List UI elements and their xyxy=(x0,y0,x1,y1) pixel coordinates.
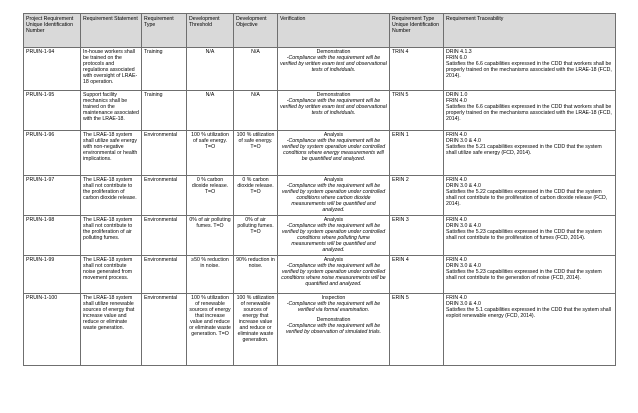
requirement-type-id: ERIN 5 xyxy=(390,294,444,366)
verification-description: -Compliance with the requirement will be verified by system operation under controlled conditions where noise measurements will be quantified and analyzed. xyxy=(281,263,386,287)
requirements-table xyxy=(23,13,616,366)
traceability-line: Satisfies the 6.6 capabilities expressed in the CDD that workers shall be properly trained on the mechanisms associated with the LRAE-18 (FCD, 2014). xyxy=(446,61,612,79)
requirement-traceability xyxy=(444,216,616,256)
header-cell: Requirement Statement xyxy=(81,14,142,48)
traceability-line: DRIN 1.0 xyxy=(446,92,468,98)
development-objective: N/A xyxy=(234,91,278,131)
requirement-id: PRUIN-1-95 xyxy=(24,91,81,131)
verification-method: Analysis xyxy=(323,177,344,183)
verification-method: Analysis xyxy=(323,132,344,138)
verification-method: Inspection xyxy=(321,295,346,301)
table-row xyxy=(24,91,616,131)
traceability-line: Satisfies the 6.6 capabilities expressed in the CDD that workers shall be properly trained on the mechanisms associated with the LRAE-18 (FCD, 2014). xyxy=(446,104,612,122)
traceability-line: Satisfies the 5.23 capabilities expressed in the CDD that the system shall not contribute to the proliferation of fumes (FCD, 2014). xyxy=(446,229,602,241)
verification-cell xyxy=(278,131,390,176)
verification-cell xyxy=(278,294,390,366)
development-threshold: 100 % utilization of safe energy. T=O xyxy=(187,131,234,176)
header-cell: Requirement Traceability xyxy=(444,14,616,48)
traceability-line: DRIN 4.1.3 xyxy=(446,49,472,55)
table-row xyxy=(24,216,616,256)
verification-description: -Compliance with the requirement will be verified via formal examination. xyxy=(286,301,381,313)
requirement-id: PRUIN-1-97 xyxy=(24,176,81,216)
requirement-type: Environmental xyxy=(142,256,187,294)
verification-description: -Compliance with the requirement will be verified by observation of simulated trials. xyxy=(285,323,382,335)
table-row xyxy=(24,176,616,216)
header-row xyxy=(24,14,616,48)
header-cell: Requirement Type xyxy=(142,14,187,48)
development-objective: 100 % utilization of safe energy. T=O xyxy=(234,131,278,176)
requirement-id: PRUIN-1-99 xyxy=(24,256,81,294)
requirement-traceability xyxy=(444,91,616,131)
traceability-line: Satisfies the 5.22 capabilities expressed in the CDD that the system shall not contribute to the proliferation of carbon dioxide release (FCD, 2014). xyxy=(446,189,608,207)
verification-method: Analysis xyxy=(323,257,344,263)
requirement-traceability xyxy=(444,256,616,294)
development-objective: 100 % utilization of renewable sources of energy that increase value and reduce or eliminate waste generation. xyxy=(234,294,278,366)
verification-description: -Compliance with the requirement will be verified by written exam test and observational tests of individuals. xyxy=(280,55,387,73)
traceability-line: FRIN 4.0 xyxy=(446,98,467,104)
header-cell: Development Threshold xyxy=(187,14,234,48)
requirement-traceability xyxy=(444,131,616,176)
traceability-line: DRIN 3.0 & 4.0 xyxy=(446,138,481,144)
requirement-type-id: ERIN 1 xyxy=(390,131,444,176)
header-cell: Verification xyxy=(278,14,390,48)
traceability-line: FRIN 4.0 xyxy=(446,132,467,138)
development-threshold: N/A xyxy=(187,91,234,131)
verification-cell xyxy=(278,216,390,256)
verification-cell xyxy=(278,48,390,91)
requirement-type: Environmental xyxy=(142,294,187,366)
verification-cell xyxy=(278,91,390,131)
traceability-line: Satisfies the 5.23 capabilities expressed in the CDD that the system shall not contribute to the generation of noise (FCD, 2014). xyxy=(446,269,602,281)
verification-method: Demonstration xyxy=(316,92,351,98)
header-cell: Requirement Type Unique Identification Number xyxy=(390,14,444,48)
requirement-statement: The LRAE-18 system shall utilize safe energy with non-negative environmental or health implications. xyxy=(81,131,142,176)
requirements-body xyxy=(24,48,616,366)
requirement-id: PRUIN-1-98 xyxy=(24,216,81,256)
requirement-type-id: ERIN 4 xyxy=(390,256,444,294)
verification-cell xyxy=(278,176,390,216)
traceability-line: FRIN 4.0 xyxy=(446,177,467,183)
requirement-traceability xyxy=(444,48,616,91)
traceability-line: DRIN 3.0 & 4.0 xyxy=(446,263,481,269)
development-threshold: 0% of air polluting fumes. T=O xyxy=(187,216,234,256)
requirement-type-id: ERIN 2 xyxy=(390,176,444,216)
development-threshold: 100 % utilization of renewable sources of energy that increase value and reduce or eliminate waste generation. T=O xyxy=(187,294,234,366)
requirement-traceability xyxy=(444,176,616,216)
table-row xyxy=(24,131,616,176)
verification-description: -Compliance with the requirement will be verified by written exam test and observational tests of individuals. xyxy=(280,98,387,116)
requirement-id: PRUIN-1-94 xyxy=(24,48,81,91)
header-cell: Development Objective xyxy=(234,14,278,48)
requirement-type-id: TRIN 5 xyxy=(390,91,444,131)
verification-method: Demonstration xyxy=(316,49,351,55)
requirement-statement: The LRAE-18 system shall not contribute to the proliferation of air polluting fumes. xyxy=(81,216,142,256)
verification-description: -Compliance with the requirement will be verified by system operation under controlled conditions where carbon dioxide measurements will be quantified and analyzed. xyxy=(281,183,386,213)
requirement-statement: The LRAE-18 system shall not contribute noise generated from movement process. xyxy=(81,256,142,294)
development-objective: 0% of air polluting fumes. T=O xyxy=(234,216,278,256)
requirement-type: Training xyxy=(142,48,187,91)
header-cell: Project Requirement Unique Identification Number xyxy=(24,14,81,48)
traceability-line: FRIN 4.0 xyxy=(446,217,467,223)
traceability-line: DRIN 3.0 & 4.0 xyxy=(446,183,481,189)
development-threshold: 0 % carbon dioxide release. T=O xyxy=(187,176,234,216)
requirement-traceability xyxy=(444,294,616,366)
traceability-line: FRIN 6.0 xyxy=(446,55,467,61)
requirement-id: PRUIN-1-100 xyxy=(24,294,81,366)
verification-description: -Compliance with the requirement will be verified by system operation under controlled conditions where polluting fume measurements will be quantified and analyzed. xyxy=(281,223,386,253)
verification-method: Demonstration xyxy=(316,317,351,323)
verification-method: Analysis xyxy=(323,217,344,223)
requirement-type: Environmental xyxy=(142,216,187,256)
development-objective: N/A xyxy=(234,48,278,91)
verification-description: -Compliance with the requirement will be verified by system operation under controlled conditions where energy measurements will be quantified and analyzed. xyxy=(281,138,386,162)
development-threshold: ≥50 % reduction in noise. xyxy=(187,256,234,294)
requirement-type-id: TRIN 4 xyxy=(390,48,444,91)
requirement-id: PRUIN-1-96 xyxy=(24,131,81,176)
requirement-statement: The LRAE-18 system shall utilize renewable sources of energy that increase value and reduce or eliminate waste generation. xyxy=(81,294,142,366)
traceability-line: Satisfies the 5.21 capabilities expressed in the CDD that the system shall utilize safe energy (FCD, 2014). xyxy=(446,144,602,156)
development-objective: 0 % carbon dioxide release. T=O xyxy=(234,176,278,216)
traceability-line: FRIN 4.0 xyxy=(446,295,467,301)
requirement-type-id: ERIN 3 xyxy=(390,216,444,256)
requirement-statement: In-house workers shall be trained on the protocols and regulations associated with oversight of LRAE-18 operation. xyxy=(81,48,142,91)
requirement-type: Environmental xyxy=(142,176,187,216)
traceability-line: DRIN 3.0 & 4.0 xyxy=(446,223,481,229)
verification-cell xyxy=(278,256,390,294)
traceability-line: DRIN 3.0 & 4.0 xyxy=(446,301,481,307)
table-row xyxy=(24,256,616,294)
development-objective: 90% reduction in noise. xyxy=(234,256,278,294)
table-row xyxy=(24,48,616,91)
traceability-line: Satisfies the 5.1 capabilities expressed in the CDD that the system shall exploit renewable energy (FCD, 2014). xyxy=(446,307,611,319)
traceability-line: FRIN 4.0 xyxy=(446,257,467,263)
requirement-type: Environmental xyxy=(142,131,187,176)
requirement-statement: The LRAE-18 system shall not contribute to the proliferation of carbon dioxide release. xyxy=(81,176,142,216)
requirement-type: Training xyxy=(142,91,187,131)
development-threshold: N/A xyxy=(187,48,234,91)
requirement-statement: Support facility mechanics shall be trained on the maintenance associated with the LRAE-18. xyxy=(81,91,142,131)
table-row xyxy=(24,294,616,366)
